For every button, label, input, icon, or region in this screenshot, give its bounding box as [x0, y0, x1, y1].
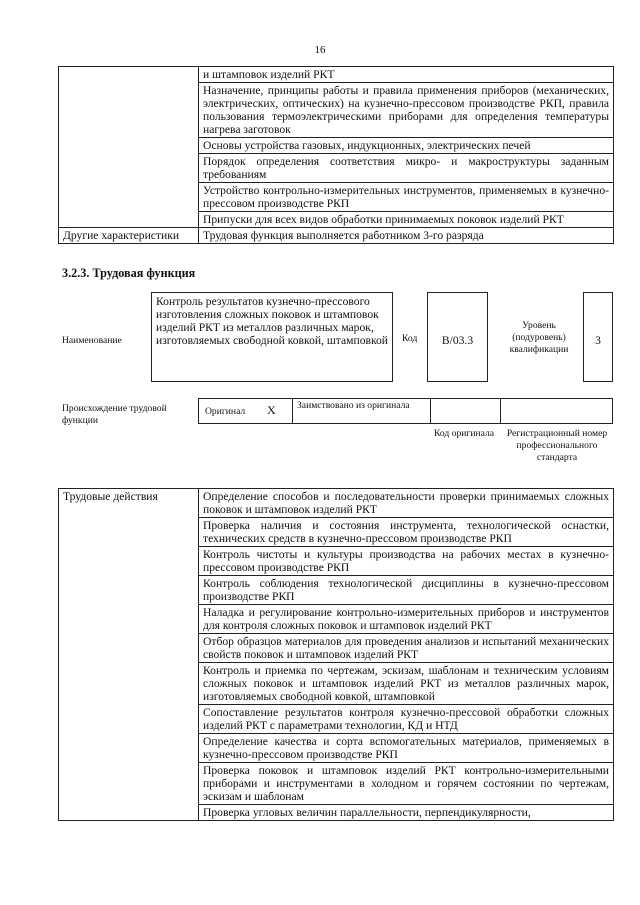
action-item: Проверка поковок и штамповок изделий РКТ контрольно-измерительными приборами и инструментами в холодном и горячем состоянии по чертежам, эскизам и шаблонам: [199, 763, 614, 805]
section-title: 3.2.3. Трудовая функция: [62, 266, 196, 280]
action-item: Определение качества и сорта вспомогательных материалов, применяемых в кузнечно-прессовом производстве РКП: [199, 734, 614, 763]
borrowed-label: Заимствовано из оригинала: [297, 400, 410, 411]
level-label: Уровень (подуровень) квалификации: [509, 320, 569, 355]
table-row: [59, 228, 614, 244]
table-row: [59, 489, 614, 518]
function-name-box: Контроль результатов кузнечно-прессового изготовления сложных поковок и штамповок изделий РКТ из металлов различных марок, изготовляемых свободной ковкой, штамповкой: [151, 292, 393, 382]
action-item: Контроль соблюдения технологической дисциплины в кузнечно-прессовом производстве РКП: [199, 576, 614, 605]
action-item: Контроль и приемка по чертежам, эскизам, шаблонам и техническим условиям сложных поковок и штамповок изделий РКТ из металлов различных марок, изготовляемых свободной ковкой, штамповкой: [199, 663, 614, 705]
knowledge-item: Припуски для всех видов обработки принимаемых поковок изделий РКТ: [199, 212, 614, 228]
other-characteristics-label: Другие характеристики: [59, 228, 199, 244]
level-value: 3: [595, 334, 601, 347]
origin-row: [198, 398, 613, 424]
action-item: Проверка наличия и состояния инструмента, технологической оснастки, технических средств в кузнечно-прессовом производстве РКП: [199, 518, 614, 547]
original-cell: [198, 398, 292, 424]
other-characteristics-value: Трудовая функция выполняется работником 3-го разряда: [199, 228, 614, 244]
level-box: [583, 292, 613, 382]
empty-label-cell: [59, 67, 199, 228]
code-original-cell: [430, 398, 500, 424]
action-item: Определение способов и последовательности проверки принимаемых сложных поковок и штамповок изделий РКТ: [199, 489, 614, 518]
name-label: Наименование: [62, 335, 122, 346]
action-item: Контроль чистоты и культуры производства на рабочих местах в кузнечно-прессовом производстве РКП: [199, 547, 614, 576]
action-item: Сопоставление результатов контроля кузнечно-прессовой обработки сложных изделий РКТ с параметрами технологии, КД и НТД: [199, 705, 614, 734]
page-number: 16: [314, 44, 326, 56]
code-original-caption: Код оригинала: [433, 428, 495, 439]
knowledge-item: Основы устройства газовых, индукционных, электрических печей: [199, 138, 614, 154]
knowledge-item: Устройство контрольно-измерительных инструментов, применяемых в кузнечно-прессовом производстве РКП: [199, 183, 614, 212]
knowledge-item: Порядок определения соответствия микро- и макроструктуры заданным требованиям: [199, 154, 614, 183]
action-item: Проверка угловых величин параллельности, перпендикулярности,: [199, 805, 614, 821]
action-item: Отбор образцов материалов для проведения анализов и испытаний механических свойств поковок и штамповок изделий РКТ: [199, 634, 614, 663]
code-label: Код: [402, 333, 418, 344]
code-box: [427, 292, 488, 382]
table-row: [59, 67, 614, 83]
knowledge-item: и штамповок изделий РКТ: [199, 67, 614, 83]
origin-label: Происхождение трудовой функции: [62, 403, 167, 426]
borrowed-cell: [292, 398, 430, 424]
reg-number-caption: Регистрационный номер профессионального стандарта: [506, 428, 608, 463]
labor-actions-table: [58, 488, 614, 821]
original-label: Оригинал: [205, 406, 246, 417]
action-item: Наладка и регулирование контрольно-измерительных приборов и инструментов для контроля сложных поковок и штамповок изделий РКТ: [199, 605, 614, 634]
knowledge-item: Назначение, принципы работы и правила применения приборов (механических, электрических, оптических) на кузнечно-прессовом производстве РКП, правила пользования термоэлектрическими приборами для определения температуры нагрева заготовок: [199, 83, 614, 138]
reg-number-cell: [500, 398, 613, 424]
code-value: B/03.3: [441, 334, 474, 347]
knowledge-table: [58, 66, 614, 244]
original-mark: X: [267, 403, 276, 417]
labor-actions-label: Трудовые действия: [59, 489, 199, 821]
